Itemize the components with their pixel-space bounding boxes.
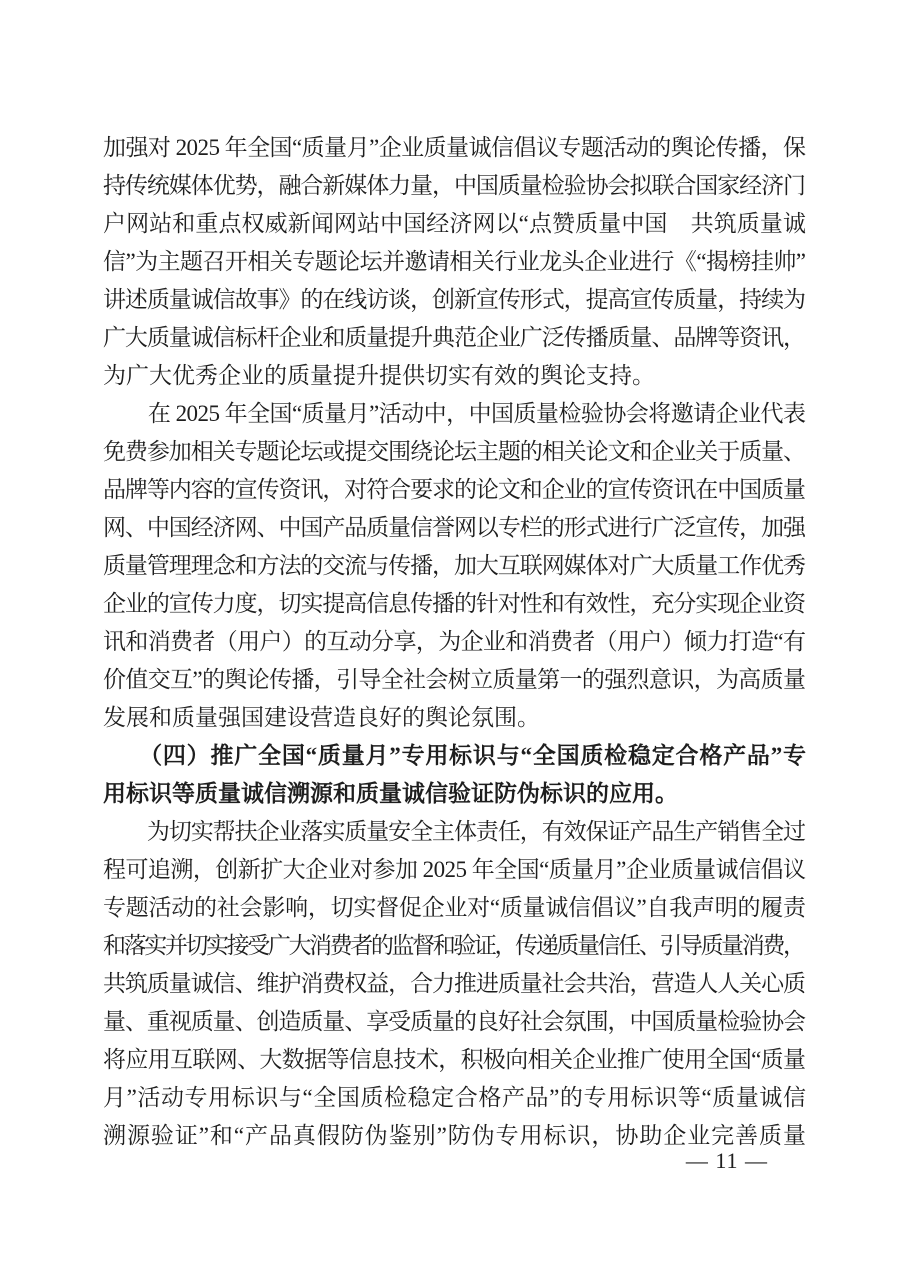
text-line <box>103 509 806 547</box>
text-line-content: 发展和质量强国建设营造良好的舆论氛围。 <box>103 705 540 730</box>
text-line <box>103 927 806 965</box>
text-line <box>103 965 806 1003</box>
text-line <box>103 699 806 737</box>
text-line <box>103 433 806 471</box>
page-number: — 11 — <box>685 1148 768 1173</box>
text-line-content: 品牌等内容的宣传资讯，对符合要求的论文和企业的宣传资讯在中国质量 <box>103 477 805 502</box>
text-line <box>103 357 806 395</box>
text-line <box>103 851 806 889</box>
text-line-content: 户网站和重点权威新闻网站中国经济网以“点赞质量中国 共筑质量诚 <box>103 211 807 236</box>
text-line-content: 讲述质量诚信故事》的在线访谈，创新宣传形式，提高宣传质量，持续为 <box>103 287 805 312</box>
text-line-content: 持传统媒体优势，融合新媒体力量，中国质量检验协会拟联合国家经济门 <box>103 173 805 198</box>
text-line-content: （四）推广全国“质量月”专用标识与“全国质检稳定合格产品”专 <box>103 743 807 768</box>
paragraph <box>103 129 806 395</box>
text-line-content: 溯源验证”和“产品真假防伪鉴别”防伪专用标识，协助企业完善质量 <box>103 1123 807 1148</box>
document-body <box>103 129 806 1155</box>
text-line <box>103 737 806 775</box>
text-line <box>103 1003 806 1041</box>
text-line <box>103 205 806 243</box>
text-line-content: 讯和消费者（用户）的互动分享，为企业和消费者（用户）倾力打造“有 <box>103 629 806 654</box>
text-line-content: 加强对 2025 年全国“质量月”企业质量诚信倡议专题活动的舆论传播，保 <box>103 135 806 160</box>
text-line <box>103 1079 806 1117</box>
text-line <box>103 661 806 699</box>
text-line <box>103 813 806 851</box>
text-line-content: 量、重视质量、创造质量、享受质量的良好社会氛围，中国质量检验协会 <box>103 1009 805 1034</box>
text-line-content: 为切实帮扶企业落实质量安全主体责任，有效保证产品生产销售全过 <box>103 819 805 844</box>
text-line-content: 将应用互联网、大数据等信息技术，积极向相关企业推广使用全国“质量 <box>103 1047 806 1072</box>
text-line <box>103 281 806 319</box>
text-line <box>103 889 806 927</box>
text-line-content: 共筑质量诚信、维护消费权益，合力推进质量社会共治，营造人人关心质 <box>103 971 805 996</box>
text-line <box>103 623 806 661</box>
text-line-content: 为广大优秀企业的质量提升提供切实有效的舆论支持。 <box>103 363 655 388</box>
paragraph <box>103 813 806 1155</box>
text-line <box>103 167 806 205</box>
text-line-content: 免费参加相关专题论坛或提交围绕论坛主题的相关论文和企业关于质量、 <box>103 439 805 464</box>
text-line-content: 价值交互”的舆论传播，引导全社会树立质量第一的强烈意识，为高质量 <box>103 667 806 692</box>
section-heading <box>103 737 806 813</box>
text-line-content: 质量管理理念和方法的交流与传播，加大互联网媒体对广大质量工作优秀 <box>103 553 805 578</box>
text-line-content: 企业的宣传力度，切实提高信息传播的针对性和有效性，充分实现企业资 <box>103 591 805 616</box>
text-line <box>103 243 806 281</box>
text-line <box>103 129 806 167</box>
text-line <box>103 319 806 357</box>
text-line-content: 专题活动的社会影响，切实督促企业对“质量诚信倡议”自我声明的履责 <box>103 895 806 920</box>
text-line-content: 在 2025 年全国“质量月”活动中，中国质量检验协会将邀请企业代表 <box>103 401 806 426</box>
text-line-content: 和落实并切实接受广大消费者的监督和验证，传递质量信任、引导质量消费， <box>103 933 804 958</box>
text-line-content: 月”活动专用标识与“全国质检稳定合格产品”的专用标识等“质量诚信 <box>103 1085 807 1110</box>
text-line <box>103 471 806 509</box>
paragraph <box>103 395 806 737</box>
text-line <box>103 547 806 585</box>
text-line <box>103 775 806 813</box>
text-line-content: 广大质量诚信标杆企业和质量提升典范企业广泛传播质量、品牌等资讯， <box>103 325 805 350</box>
text-line <box>103 585 806 623</box>
text-line-content: 用标识等质量诚信溯源和质量诚信验证防伪标识的应用。 <box>103 781 678 806</box>
text-line-content: 网、中国经济网、中国产品质量信誉网以专栏的形式进行广泛宣传，加强 <box>103 515 805 540</box>
text-line-content: 程可追溯，创新扩大企业对参加 2025 年全国“质量月”企业质量诚信倡议 <box>103 857 806 882</box>
text-line <box>103 1041 806 1079</box>
text-line-content: 信”为主题召开相关专题论坛并邀请相关行业龙头企业进行《“揭榜挂帅” <box>103 249 806 274</box>
text-line <box>103 395 806 433</box>
